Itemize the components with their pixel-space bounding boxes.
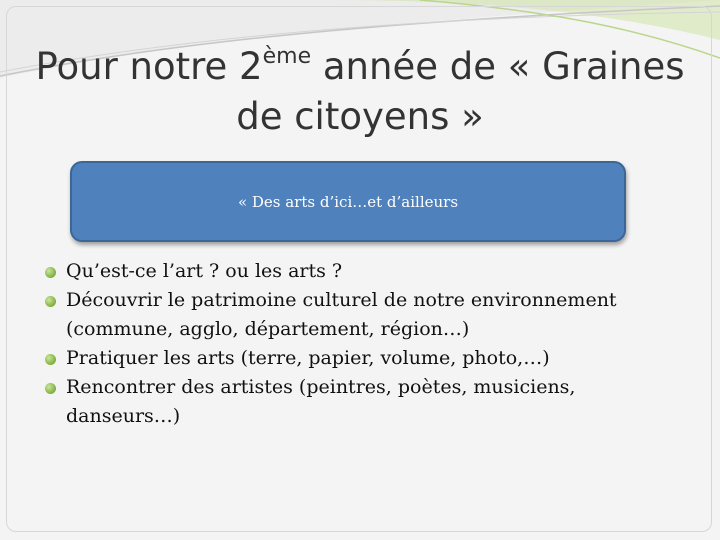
bullet-dot-icon	[45, 383, 56, 394]
bullet-list	[44, 257, 684, 431]
title-part1: Pour notre 2	[35, 45, 263, 88]
bullet-text: Rencontrer des artistes (peintres, poètes, musiciens, danseurs…)	[66, 376, 576, 427]
list-item	[44, 257, 684, 286]
bullet-dot-icon	[45, 354, 56, 365]
bullet-dot-icon	[45, 296, 56, 307]
bullet-text: Qu’est-ce l’art ? ou les arts ?	[66, 260, 343, 282]
list-item	[44, 344, 684, 373]
slide-title	[20, 42, 700, 142]
title-part2: année de « Graines de citoyens »	[236, 45, 685, 138]
bullet-dot-icon	[45, 267, 56, 278]
theme-banner	[70, 161, 626, 242]
title-superscript: ème	[262, 44, 312, 69]
banner-text: « Des arts d’ici…et d’ailleurs	[237, 192, 459, 211]
bullet-text: Découvrir le patrimoine culturel de notre environnement (commune, agglo, département, région…)	[66, 289, 617, 340]
list-item	[44, 373, 684, 431]
bullet-text: Pratiquer les arts (terre, papier, volume, photo,…)	[66, 347, 550, 369]
list-item	[44, 286, 684, 344]
